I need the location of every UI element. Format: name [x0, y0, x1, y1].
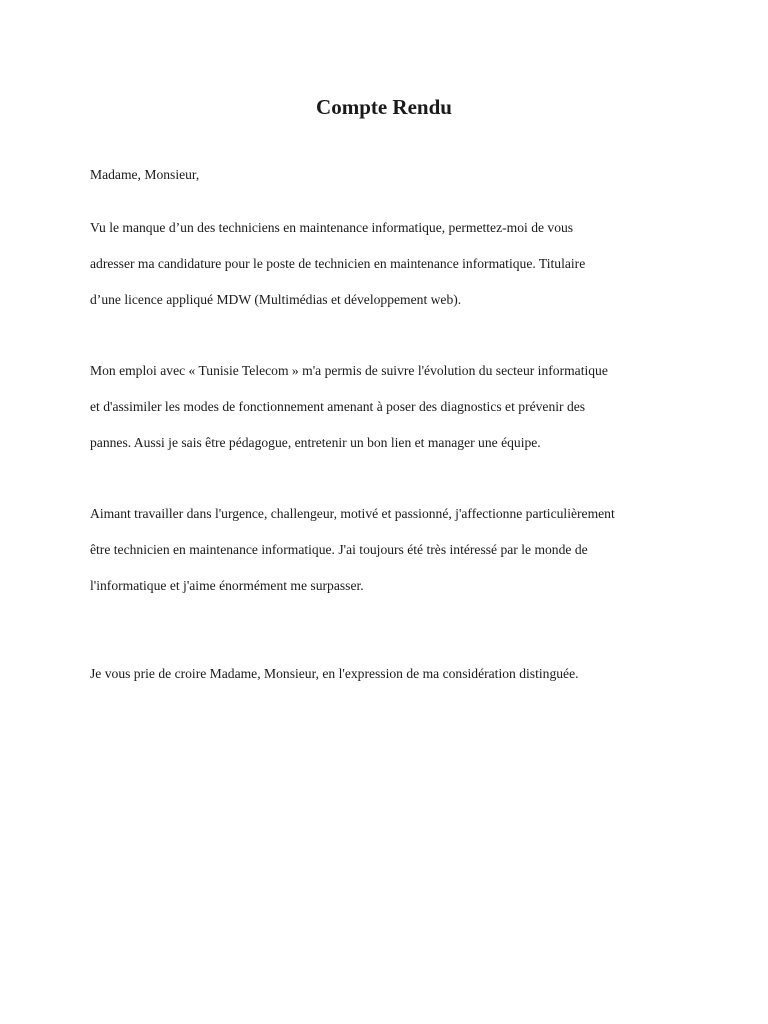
- paragraph-line: pannes. Aussi je sais être pédagogue, entretenir un bon lien et manager une équipe.: [90, 435, 541, 450]
- paragraph-3: [90, 496, 690, 604]
- paragraph-2: [90, 353, 690, 461]
- paragraph-line: Vu le manque d’un des techniciens en maintenance informatique, permettez-moi de vous: [90, 220, 574, 235]
- paragraph-line: et d'assimiler les modes de fonctionnement amenant à poser des diagnostics et prévenir des: [90, 399, 586, 414]
- closing-formula: Je vous prie de croire Madame, Monsieur, en l'expression de ma considération distinguée.: [90, 666, 579, 681]
- paragraph-line: Mon emploi avec « Tunisie Telecom » m'a permis de suivre l'évolution du secteur informatique: [90, 363, 608, 378]
- paragraph-line: l'informatique et j'aime énormément me surpasser.: [90, 578, 364, 593]
- salutation: Madame, Monsieur,: [90, 167, 200, 182]
- paragraph-1: [90, 210, 690, 318]
- paragraph-line: être technicien en maintenance informatique. J'ai toujours été très intéressé par le monde de: [90, 542, 588, 557]
- paragraph-line: Aimant travailler dans l'urgence, challengeur, motivé et passionné, j'affectionne particulièrement: [90, 506, 615, 521]
- paragraph-line: d’une licence appliqué MDW (Multimédias et développement web).: [90, 292, 462, 307]
- paragraph-line: adresser ma candidature pour le poste de technicien en maintenance informatique. Titulaire: [90, 256, 586, 271]
- document-title: Compte Rendu: [316, 95, 452, 119]
